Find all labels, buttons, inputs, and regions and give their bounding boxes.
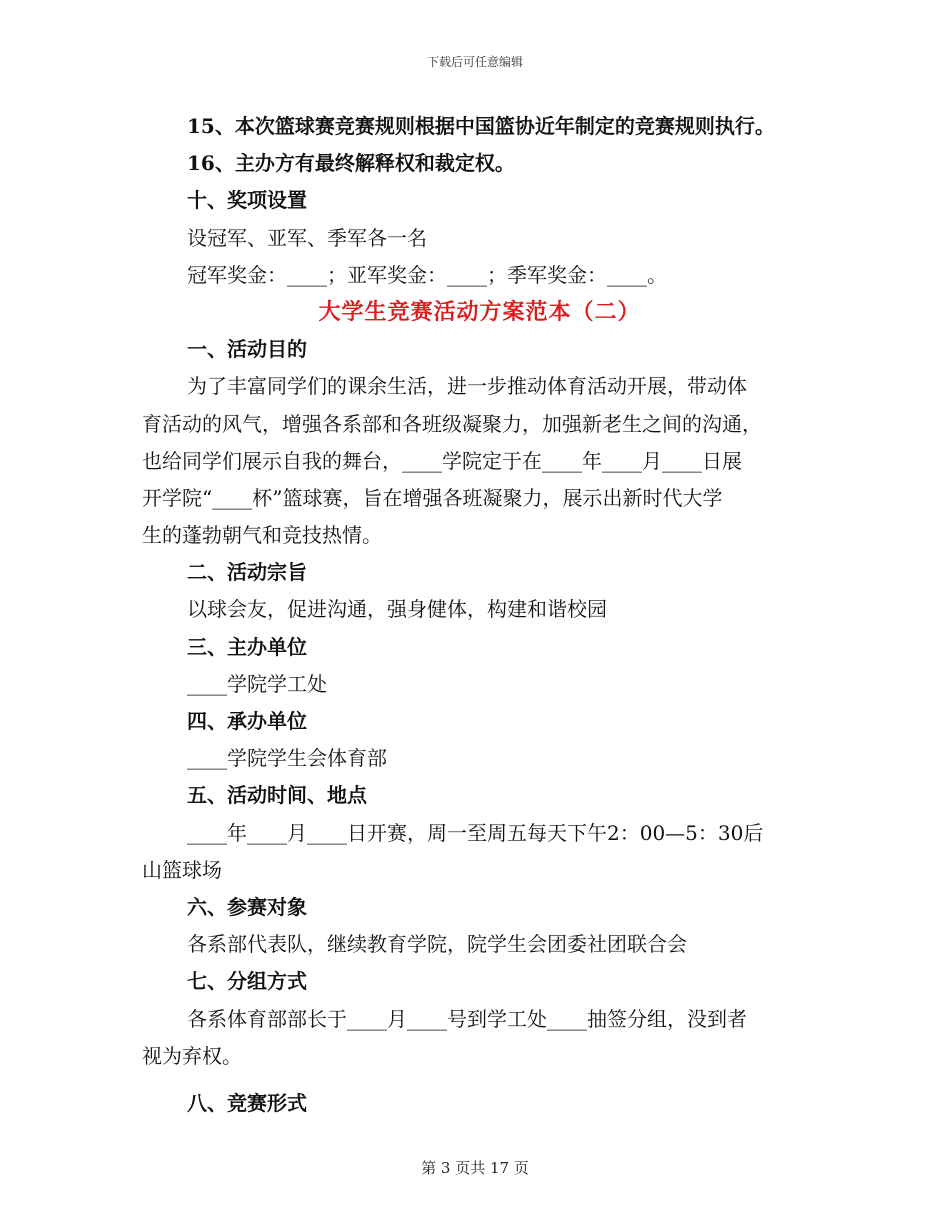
section-heading-awards: 十、奖项设置	[187, 188, 307, 213]
document-title: 大学生竞赛活动方案范本（二）	[318, 298, 641, 325]
paragraph-line: 为了丰富同学们的课余生活，进一步推动体育活动开展，带动体	[187, 374, 747, 399]
page-header: 下载后可任意编辑	[426, 55, 523, 69]
section-heading-tenet: 二、活动宗旨	[187, 560, 307, 585]
section-heading-organizer: 三、主办单位	[187, 634, 307, 659]
paragraph-line: ____年____月____日开赛，周一至周五每天下午2：00—5：30后	[187, 820, 764, 845]
section-heading-participants: 六、参赛对象	[187, 894, 307, 919]
paragraph-line: 生的蓬勃朝气和竞技热情。	[142, 523, 382, 548]
page-footer: 第 3 页共 17 页	[421, 1159, 529, 1177]
paragraph-line: 以球会友，促进沟通，强身健体，构建和谐校园	[187, 597, 607, 622]
paragraph-line: 育活动的风气，增强各系部和各班级凝聚力，加强新老生之间的沟通，	[142, 411, 762, 436]
rule-15: 15、本次篮球赛竞赛规则根据中国篮协近年制定的竞赛规则执行。	[187, 114, 775, 138]
paragraph-line: 视为弃权。	[142, 1043, 242, 1068]
paragraph-line: 冠军奖金：____；亚军奖金：____；季军奖金：____。	[187, 262, 667, 287]
section-heading-grouping: 七、分组方式	[187, 969, 307, 994]
document-body	[142, 108, 817, 1122]
paragraph-line: 各系部代表队，继续教育学院，院学生会团委社团联合会	[187, 932, 687, 957]
paragraph-line: ____学院学工处	[187, 671, 327, 696]
section-heading-purpose: 一、活动目的	[187, 337, 307, 362]
section-heading-host: 四、承办单位	[187, 709, 307, 733]
section-heading-time-place: 五、活动时间、地点	[187, 783, 367, 808]
paragraph-line: 开学院“____杯”篮球赛，旨在增强各班凝聚力，展示出新时代大学	[142, 485, 723, 510]
section-heading-format: 八、竞赛形式	[187, 1090, 307, 1115]
paragraph-line: 设冠军、亚军、季军各一名	[187, 225, 427, 250]
paragraph-line: 山篮球场	[142, 857, 222, 882]
paragraph-line: 各系体育部部长于____月____号到学工处____抽签分组，没到者	[187, 1006, 747, 1031]
paragraph-line: 也给同学们展示自我的舞台，____学院定于在____年____月____日展	[142, 448, 742, 473]
rule-16: 16、主办方有最终解释权和裁定权。	[187, 151, 515, 176]
paragraph-line: ____学院学生会体育部	[187, 746, 387, 771]
